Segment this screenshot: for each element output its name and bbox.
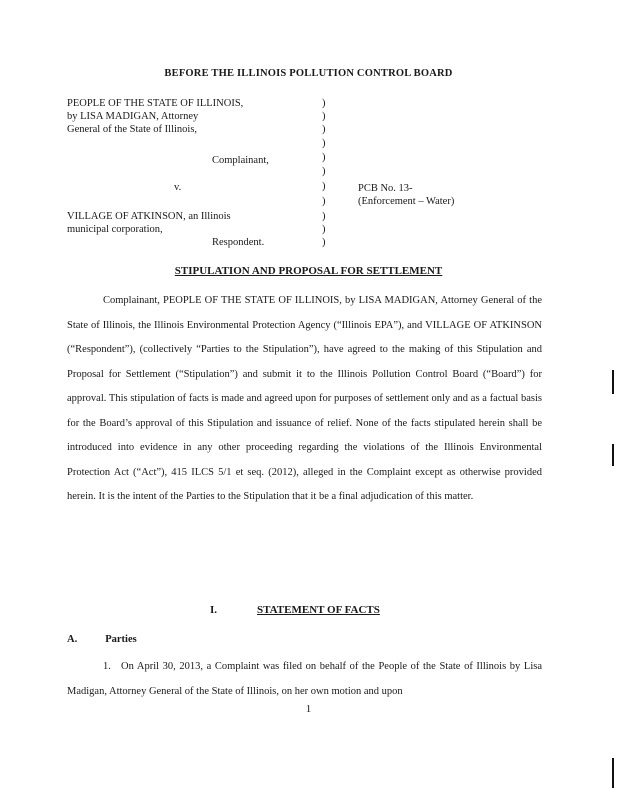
caption-paren: ) — [322, 98, 326, 109]
caption-paren: ) — [322, 237, 326, 248]
case-type: (Enforcement – Water) — [358, 196, 455, 207]
caption-paren: ) — [322, 181, 326, 192]
versus-label: v. — [174, 182, 182, 193]
caption-paren: ) — [322, 224, 326, 235]
board-heading: BEFORE THE ILLINOIS POLLUTION CONTROL BOARD — [164, 68, 453, 79]
intro-paragraph — [67, 289, 542, 510]
caption-paren: ) — [322, 166, 326, 177]
paragraph-text: On April 30, 2013, a Complaint was filed on behalf of the People of the State of Illinois by Lisa Madigan, Attorney General of the State of Illinois, on her own motion and upon — [67, 661, 542, 697]
subsection-title: Parties — [105, 634, 137, 645]
numbered-paragraph — [67, 654, 542, 704]
respondent-label: Respondent. — [212, 237, 265, 248]
complainant-label: Complainant, — [212, 155, 269, 166]
margin-mark — [612, 758, 614, 788]
caption-paren: ) — [322, 196, 326, 207]
margin-mark — [612, 370, 614, 394]
intro-paragraph-text: Complainant, PEOPLE OF THE STATE OF ILLINOIS, by LISA MADIGAN, Attorney General of the State of Illinois, the Illinois Environmental Protection Agency (“Illinois EPA”), and VILLAGE OF ATKINSON (“Respondent”), (collectively “Parties to the Stipulation”), have agreed to the making of this Stipulation and Proposal for Settlement (“Stipulation”) and submit it to the Illinois Pollution Control Board (“Board”) for approval. This stipulation of facts is made and agreed upon for purposes of settlement only and as a factual basis for the Board’s approval of this Stipulation and issuance of relief. None of the facts stipulated herein shall be introduced into evidence in any other proceeding regarding the violations of the Illinois Environmental Protection Act (“Act”), 415 ILCS 5/1 et seq. (2012), alleged in the Complaint except as otherwise provided herein. It is the intent of the Parties to the Stipulation that it be a final adjudication of this matter. — [67, 295, 542, 502]
respondent-name-line-1: VILLAGE OF ATKINSON, an Illinois — [67, 211, 231, 222]
caption-paren: ) — [322, 138, 326, 149]
document-title: STIPULATION AND PROPOSAL FOR SETTLEMENT — [174, 265, 443, 277]
margin-mark — [612, 444, 614, 466]
complainant-name-line-1: PEOPLE OF THE STATE OF ILLINOIS, — [67, 98, 244, 109]
caption-paren: ) — [322, 124, 326, 135]
section-title: STATEMENT OF FACTS — [257, 604, 380, 616]
caption-paren: ) — [322, 111, 326, 122]
case-number: PCB No. 13- — [358, 183, 413, 194]
subsection-heading — [67, 629, 137, 647]
complainant-name-line-2: by LISA MADIGAN, Attorney — [67, 111, 199, 122]
page-number: 1 — [305, 703, 312, 715]
section-number: I. — [210, 604, 218, 616]
section-heading — [210, 600, 380, 618]
caption-paren: ) — [322, 211, 326, 222]
caption-paren: ) — [322, 152, 326, 163]
respondent-name-line-2: municipal corporation, — [67, 224, 163, 235]
paragraph-number: 1. — [103, 661, 111, 672]
complainant-name-line-3: General of the State of Illinois, — [67, 124, 198, 135]
subsection-letter: A. — [67, 634, 78, 645]
